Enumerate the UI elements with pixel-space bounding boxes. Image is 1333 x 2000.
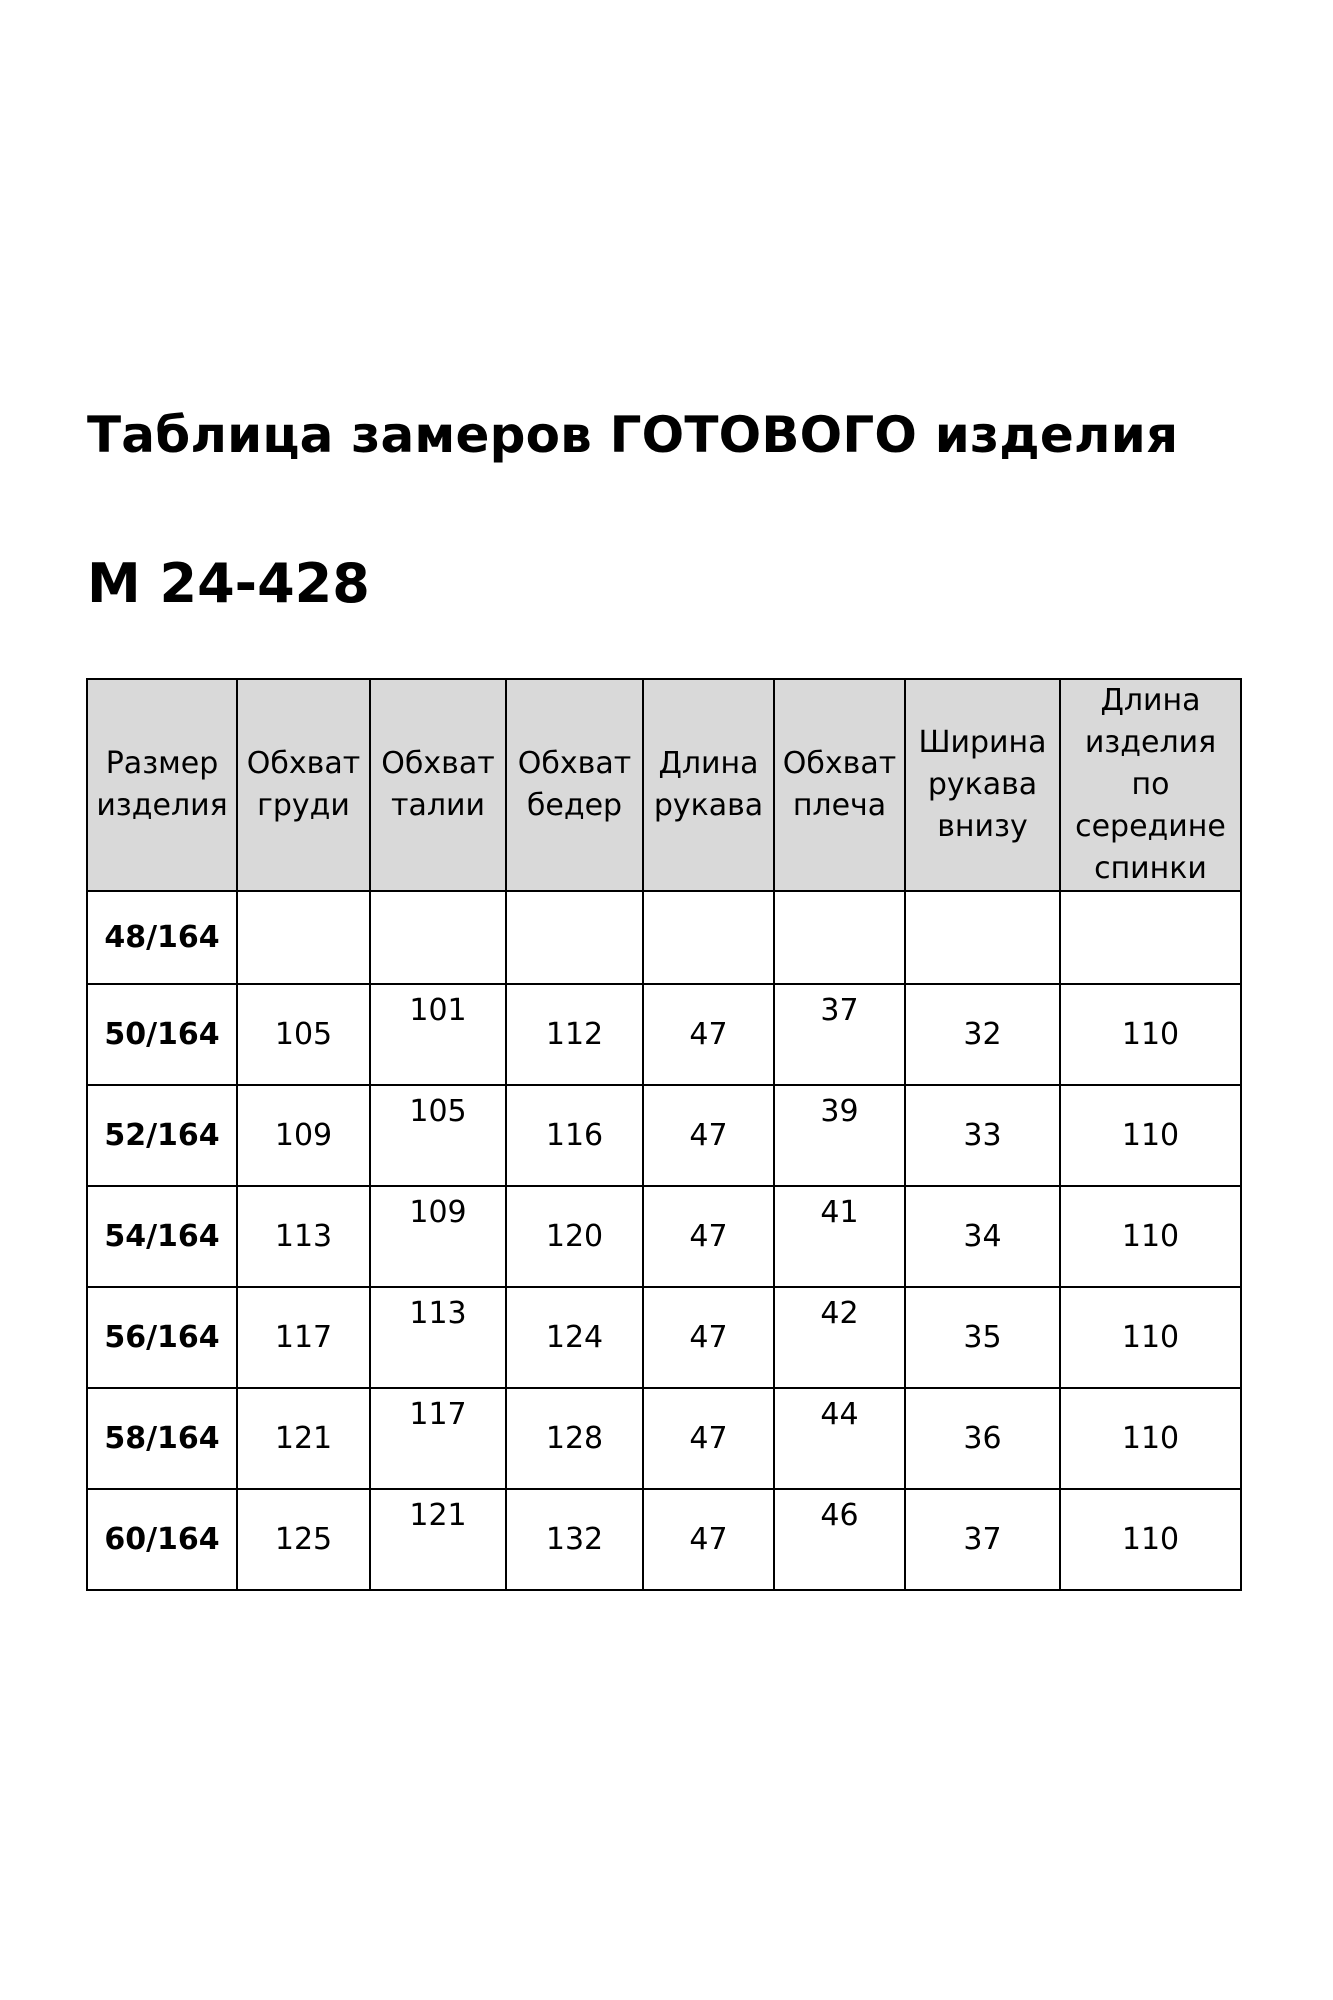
waist-cell — [370, 891, 506, 984]
sleeve-width-cell: 33 — [905, 1085, 1060, 1186]
back-length-cell — [1060, 891, 1241, 984]
header-row — [87, 679, 1241, 891]
sleeve-length-cell — [643, 891, 774, 984]
size-cell: 56/164 — [87, 1287, 237, 1388]
back-length-cell: 110 — [1060, 1085, 1241, 1186]
size-cell: 50/164 — [87, 984, 237, 1085]
waist-cell: 101 — [370, 984, 506, 1085]
shoulder-cell: 39 — [774, 1085, 905, 1186]
header-waist: Обхват талии — [370, 679, 506, 891]
header-hips: Обхват бедер — [506, 679, 643, 891]
chest-cell: 121 — [237, 1388, 370, 1489]
size-cell: 48/164 — [87, 891, 237, 984]
shoulder-cell: 41 — [774, 1186, 905, 1287]
back-length-cell: 110 — [1060, 1489, 1241, 1590]
shoulder-cell: 42 — [774, 1287, 905, 1388]
header-shoulder: Обхват плеча — [774, 679, 905, 891]
hips-cell: 116 — [506, 1085, 643, 1186]
table-row — [87, 1489, 1241, 1590]
chest-cell: 125 — [237, 1489, 370, 1590]
size-cell: 58/164 — [87, 1388, 237, 1489]
waist-cell: 105 — [370, 1085, 506, 1186]
waist-cell: 113 — [370, 1287, 506, 1388]
sleeve-width-cell: 35 — [905, 1287, 1060, 1388]
size-chart-table — [86, 678, 1242, 1591]
back-length-cell: 110 — [1060, 1186, 1241, 1287]
header-chest: Обхват груди — [237, 679, 370, 891]
hips-cell: 128 — [506, 1388, 643, 1489]
back-length-cell: 110 — [1060, 1388, 1241, 1489]
size-cell: 60/164 — [87, 1489, 237, 1590]
chest-cell: 113 — [237, 1186, 370, 1287]
header-size: Размер изделия — [87, 679, 237, 891]
header-sleeve-length: Длина рукава — [643, 679, 774, 891]
sleeve-length-cell: 47 — [643, 984, 774, 1085]
header-sleeve-width: Ширина рукава внизу — [905, 679, 1060, 891]
chest-cell — [237, 891, 370, 984]
sleeve-length-cell: 47 — [643, 1388, 774, 1489]
model-number: М 24-428 — [87, 552, 370, 615]
table-row — [87, 891, 1241, 984]
table-row — [87, 1085, 1241, 1186]
size-cell: 52/164 — [87, 1085, 237, 1186]
hips-cell: 112 — [506, 984, 643, 1085]
hips-cell — [506, 891, 643, 984]
sleeve-length-cell: 47 — [643, 1085, 774, 1186]
back-length-cell: 110 — [1060, 984, 1241, 1085]
table-row — [87, 1287, 1241, 1388]
hips-cell: 120 — [506, 1186, 643, 1287]
shoulder-cell: 44 — [774, 1388, 905, 1489]
shoulder-cell: 46 — [774, 1489, 905, 1590]
shoulder-cell: 37 — [774, 984, 905, 1085]
table-row — [87, 1186, 1241, 1287]
back-length-cell: 110 — [1060, 1287, 1241, 1388]
sleeve-width-cell: 36 — [905, 1388, 1060, 1489]
chest-cell: 117 — [237, 1287, 370, 1388]
waist-cell: 117 — [370, 1388, 506, 1489]
table-row — [87, 984, 1241, 1085]
sleeve-width-cell — [905, 891, 1060, 984]
sleeve-length-cell: 47 — [643, 1287, 774, 1388]
waist-cell: 121 — [370, 1489, 506, 1590]
shoulder-cell — [774, 891, 905, 984]
table-row — [87, 1388, 1241, 1489]
chest-cell: 109 — [237, 1085, 370, 1186]
page-title: Таблица замеров ГОТОВОГО изделия — [87, 406, 1179, 464]
sleeve-width-cell: 32 — [905, 984, 1060, 1085]
hips-cell: 124 — [506, 1287, 643, 1388]
waist-cell: 109 — [370, 1186, 506, 1287]
chest-cell: 105 — [237, 984, 370, 1085]
size-cell: 54/164 — [87, 1186, 237, 1287]
header-back-length: Длина изделия по середине спинки — [1060, 679, 1241, 891]
hips-cell: 132 — [506, 1489, 643, 1590]
sleeve-length-cell: 47 — [643, 1489, 774, 1590]
sleeve-width-cell: 37 — [905, 1489, 1060, 1590]
sleeve-length-cell: 47 — [643, 1186, 774, 1287]
sleeve-width-cell: 34 — [905, 1186, 1060, 1287]
